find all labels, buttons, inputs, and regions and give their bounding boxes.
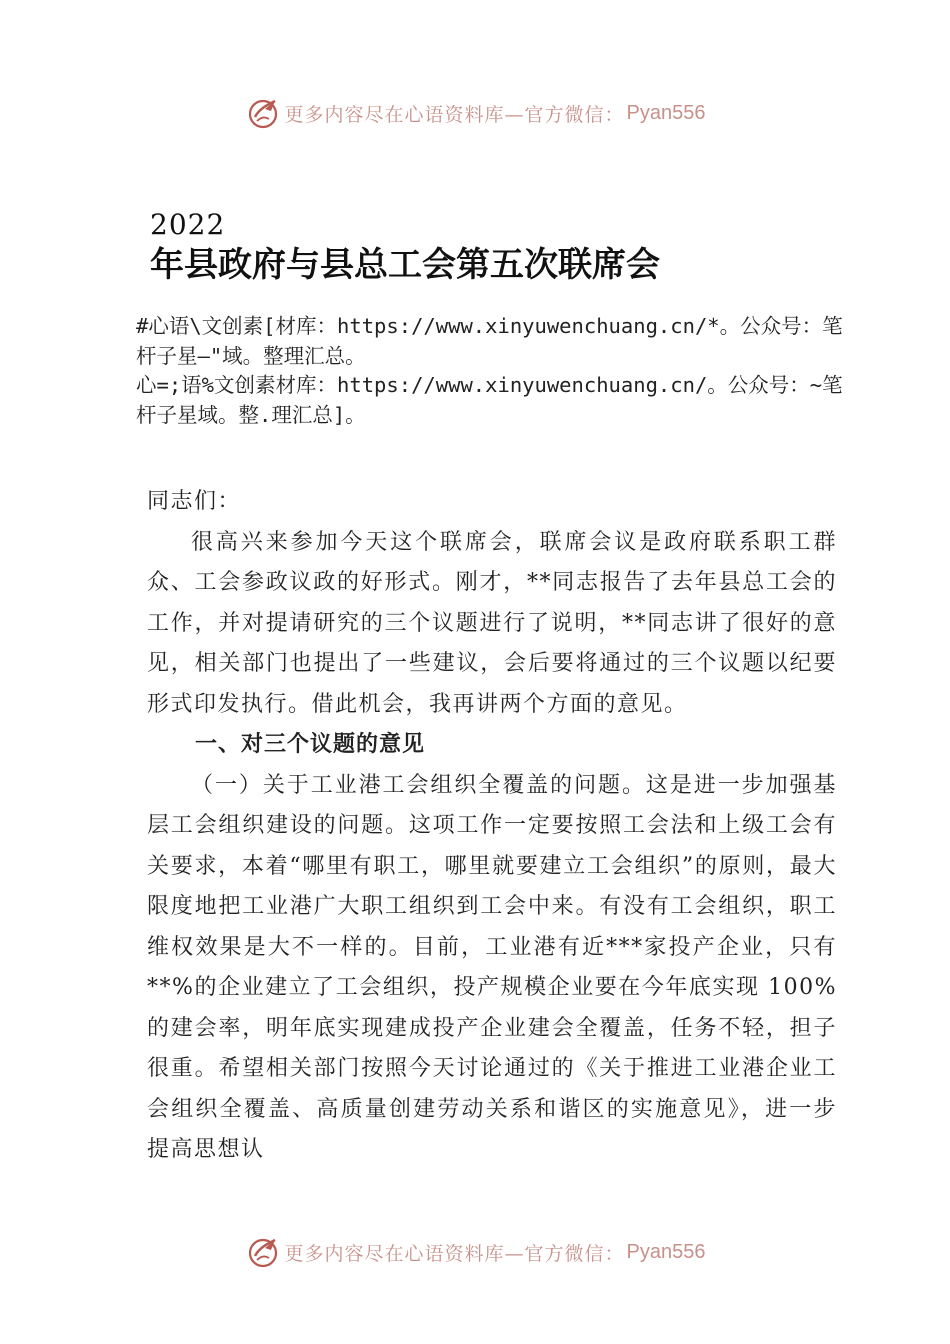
- doc-year: 2022: [150, 208, 226, 241]
- source-line-2: 心=;语%文创素材库：https://www.xinyuwenchuang.cn/。公众号：~笔杆子星域。整.理汇总]。: [136, 373, 843, 427]
- banner-text: 更多内容尽在心语资料库—官方微信：: [284, 1242, 625, 1265]
- doc-title: 年县政府与县总工会第五次联席会: [150, 245, 660, 285]
- doc-body: [147, 482, 837, 1171]
- salutation: 同志们：: [147, 489, 242, 514]
- banner-wechat-id: Pyan556: [626, 101, 706, 124]
- title-block: [150, 208, 660, 288]
- footer-banner: [0, 1232, 950, 1272]
- banner-text: 更多内容尽在心语资料库—官方微信：: [284, 103, 625, 126]
- source-line-1: #心语\文创素[材库：https://www.xinyuwenchuang.cn/*。公众号：笔杆子星—"域。整理汇总。: [136, 314, 843, 368]
- section-heading-1: 一、对三个议题的意见: [195, 732, 426, 757]
- source-note: [136, 312, 846, 430]
- pen-logo-icon: [245, 1234, 281, 1270]
- pen-logo-icon: [245, 95, 281, 131]
- banner-wechat-id: Pyan556: [626, 1240, 706, 1263]
- paragraph-2: （一）关于工业港工会组织全覆盖的问题。这是进一步加强基层工会组织建设的问题。这项工作一定要按照工会法和上级工会有关要求，本着“哪里有职工，哪里就要建立工会组织”的原则，最大限度地把工业港广大职工组织到工会中来。有没有工会组织，职工维权效果是大不一样的。目前，工业港有近***家投产企业，只有**%的企业建立了工会组织，投产规模企业要在今年底实现 100%的建会率，明年底实现建成投产企业建会全覆盖，任务不轻，担子很重。希望相关部门按照今天讨论通过的《关于推进工业港企业工会组织全覆盖、高质量创建劳动关系和谐区的实施意见》，进一步提高思想认: [147, 772, 837, 1162]
- paragraph-1: 很高兴来参加今天这个联席会，联席会议是政府联系职工群众、工会参政议政的好形式。刚才，**同志报告了去年县总工会的工作，并对提请研究的三个议题进行了说明，**同志讲了很好的意见，相关部门也提出了一些建议，会后要将通过的三个议题以纪要形式印发执行。借此机会，我再讲两个方面的意见。: [147, 529, 837, 717]
- header-banner: [0, 93, 950, 133]
